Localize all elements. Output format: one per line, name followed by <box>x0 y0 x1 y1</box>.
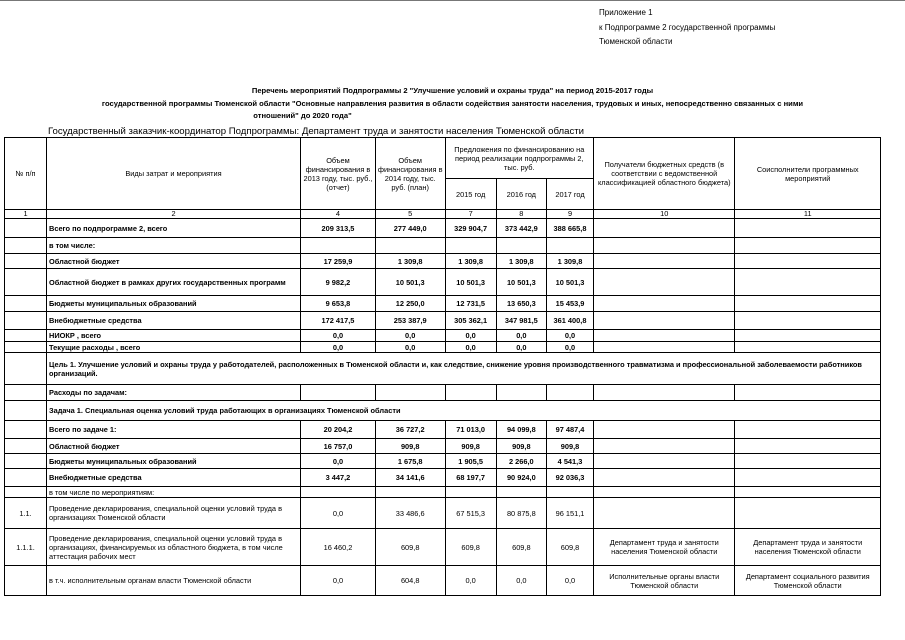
cell-value: 16 460,2 <box>301 529 376 566</box>
row-label: Бюджеты муниципальных образований <box>47 454 301 469</box>
row-label: Областной бюджет <box>47 254 301 269</box>
appendix-line-3: Тюменской области <box>599 37 673 46</box>
cell-value: 4 541,3 <box>546 454 593 469</box>
table-row <box>5 296 881 312</box>
cell-value: 92 036,3 <box>546 469 593 487</box>
colnum: 2 <box>47 210 301 219</box>
row-label: в том числе по мероприятиям: <box>47 487 301 498</box>
row-label: в т.ч. исполнительным органам власти Тюменской области <box>47 566 301 596</box>
cell-value: 1 309,8 <box>496 254 546 269</box>
appendix-line-1: Приложение 1 <box>599 8 653 17</box>
cell-value: 373 442,9 <box>496 219 546 238</box>
colnum: 5 <box>375 210 445 219</box>
header-2017: 2017 год <box>546 179 593 210</box>
top-border <box>0 0 905 1</box>
cell-value: 12 250,0 <box>375 296 445 312</box>
row-label: Областной бюджет <box>47 439 301 454</box>
cell-value: 0,0 <box>496 330 546 342</box>
row-number: 1.1. <box>5 498 47 529</box>
cell-value: 94 099,8 <box>496 421 546 439</box>
colnum: 7 <box>445 210 496 219</box>
cell-value: 0,0 <box>445 566 496 596</box>
task-label: Задача 1. Специальная оценка условий труда работающих в организациях Тюменской области <box>47 401 881 421</box>
table-row <box>5 469 881 487</box>
cell-value: 172 417,5 <box>301 312 376 330</box>
row-label: Внебюджетные средства <box>47 312 301 330</box>
row-label: Всего по подпрограмме 2, всего <box>47 219 301 238</box>
row-label: Областной бюджет в рамках других государственных программ <box>47 269 301 296</box>
title-line-3: отношений" до 2020 года" <box>253 111 352 120</box>
row-label: Бюджеты муниципальных образований <box>47 296 301 312</box>
header-recipients: Получатели бюджетных средств (в соответствии с ведомственной классификацией областного бюджета) <box>594 138 735 210</box>
table-row <box>5 401 881 421</box>
row-label: НИОКР , всего <box>47 330 301 342</box>
header-proposals: Предложения по финансированию на период реализации подпрограммы 2, тыс. руб. <box>445 138 594 179</box>
cell-value: 0,0 <box>546 566 593 596</box>
table-row <box>5 439 881 454</box>
header-2016: 2016 год <box>496 179 546 210</box>
cell-value: 10 501,3 <box>375 269 445 296</box>
row-label: Проведение декларирования, специальной оценки условий труда в организациях Тюменской области <box>47 498 301 529</box>
header-num: № п/п <box>5 138 47 210</box>
goal-label: Цель 1. Улучшение условий и охраны труда у работодателей, расположенных в Тюменской области и, как следствие, снижение уровня производственного травматизма и профессиональной заболеваемости работников организаций. <box>47 353 881 385</box>
cell-value: 97 487,4 <box>546 421 593 439</box>
row-label: в том числе: <box>47 238 301 254</box>
cell-value: 609,8 <box>546 529 593 566</box>
cell-value: 90 924,0 <box>496 469 546 487</box>
cell-value: 277 449,0 <box>375 219 445 238</box>
cell-value: 347 981,5 <box>496 312 546 330</box>
cell-value: 20 204,2 <box>301 421 376 439</box>
cell-value: 96 151,1 <box>546 498 593 529</box>
colnum: 4 <box>301 210 376 219</box>
table-row <box>5 385 881 401</box>
row-label: Расходы по задачам: <box>47 385 301 401</box>
row-label: Проведение декларирования, специальной оценки условий труда в организациях, финансируемых из областного бюджета, в том числе аттестация рабочих мест <box>47 529 301 566</box>
table-row <box>5 421 881 439</box>
cell-value: 13 650,3 <box>496 296 546 312</box>
row-number: 1.1.1. <box>5 529 47 566</box>
title-line-2: государственной программы Тюменской области "Основные направления развития в области содействия занятости населения, трудовых и иных, непосредственно связанных с ними <box>101 99 804 108</box>
header-coexec: Соисполнители программных мероприятий <box>735 138 881 210</box>
cell-value: 33 486,6 <box>375 498 445 529</box>
cell-value: 909,8 <box>496 439 546 454</box>
state-customer: Государственный заказчик-координатор Подпрограммы: Департамент труда и занятости населения Тюменской области <box>48 126 585 137</box>
colnum: 11 <box>735 210 881 219</box>
cell-value: 0,0 <box>496 342 546 353</box>
cell-value: 209 313,5 <box>301 219 376 238</box>
measures-table <box>4 137 881 596</box>
cell-value: 17 259,9 <box>301 254 376 269</box>
recipient-cell: Департамент труда и занятости населения Тюменской области <box>594 529 735 566</box>
cell-value: 36 727,2 <box>375 421 445 439</box>
colnum: 10 <box>594 210 735 219</box>
cell-value: 0,0 <box>445 330 496 342</box>
colnum: 8 <box>496 210 546 219</box>
cell-value: 1 309,8 <box>546 254 593 269</box>
cell-value: 305 362,1 <box>445 312 496 330</box>
header-vol-2014: Объем финансирования в 2014 году, тыс. руб. (план) <box>375 138 445 210</box>
table-row <box>5 566 881 596</box>
cell-value: 0,0 <box>445 342 496 353</box>
cell-value: 71 013,0 <box>445 421 496 439</box>
table-row <box>5 487 881 498</box>
cell-value: 80 875,8 <box>496 498 546 529</box>
cell-value: 68 197,7 <box>445 469 496 487</box>
header-types: Виды затрат и мероприятия <box>47 138 301 210</box>
cell-value: 1 309,8 <box>375 254 445 269</box>
table-row <box>5 454 881 469</box>
cell-value: 0,0 <box>546 342 593 353</box>
header-vol-2013: Объем финансирования в 2013 году, тыс. руб., (отчет) <box>301 138 376 210</box>
appendix-note <box>599 6 775 50</box>
cell-value: 609,8 <box>375 529 445 566</box>
cell-value: 16 757,0 <box>301 439 376 454</box>
cell-value: 10 501,3 <box>445 269 496 296</box>
colnum: 9 <box>546 210 593 219</box>
cell-value: 0,0 <box>375 342 445 353</box>
appendix-line-2: к Подпрограмме 2 государственной программы <box>599 22 776 32</box>
cell-value: 2 266,0 <box>496 454 546 469</box>
cell-value: 0,0 <box>301 342 376 353</box>
table-row <box>5 498 881 529</box>
table-row <box>5 342 881 353</box>
cell-value: 0,0 <box>301 454 376 469</box>
cell-value: 34 141,6 <box>375 469 445 487</box>
table-row <box>5 312 881 330</box>
cell-value: 909,8 <box>445 439 496 454</box>
row-label: Внебюджетные средства <box>47 469 301 487</box>
cell-value: 15 453,9 <box>546 296 593 312</box>
table-row <box>5 269 881 296</box>
cell-value: 1 905,5 <box>445 454 496 469</box>
cell-value: 9 982,2 <box>301 269 376 296</box>
title-line-1: Перечень мероприятий Подпрограммы 2 "Улучшение условий и охраны труда" на период 2015-2017 годы <box>251 86 654 95</box>
cell-value: 0,0 <box>301 330 376 342</box>
cell-value: 609,8 <box>445 529 496 566</box>
cell-value: 329 904,7 <box>445 219 496 238</box>
cell-value: 909,8 <box>546 439 593 454</box>
cell-value: 361 400,8 <box>546 312 593 330</box>
cell-value: 388 665,8 <box>546 219 593 238</box>
cell-value: 10 501,3 <box>496 269 546 296</box>
header-row-1 <box>5 138 881 179</box>
recipient-cell: Исполнительные органы власти Тюменской области <box>594 566 735 596</box>
cell-value: 609,8 <box>496 529 546 566</box>
header-2015: 2015 год <box>445 179 496 210</box>
cell-value: 1 675,8 <box>375 454 445 469</box>
colnum: 1 <box>5 210 47 219</box>
cell-value: 3 447,2 <box>301 469 376 487</box>
row-label: Текущие расходы , всего <box>47 342 301 353</box>
cell-value: 604,8 <box>375 566 445 596</box>
column-numbers-row <box>5 210 881 219</box>
cell-value: 1 309,8 <box>445 254 496 269</box>
cell-value: 253 387,9 <box>375 312 445 330</box>
cell-value: 0,0 <box>546 330 593 342</box>
table-row <box>5 529 881 566</box>
row-label: Всего по задаче 1: <box>47 421 301 439</box>
table-row <box>5 238 881 254</box>
cell-value: 0,0 <box>301 566 376 596</box>
cell-value: 12 731,5 <box>445 296 496 312</box>
cell-value: 909,8 <box>375 439 445 454</box>
table-row <box>5 219 881 238</box>
coexec-cell: Департамент социального развития Тюменской области <box>735 566 881 596</box>
table-row <box>5 330 881 342</box>
cell-value: 0,0 <box>375 330 445 342</box>
coexec-cell: Департамент труда и занятости населения Тюменской области <box>735 529 881 566</box>
table-row <box>5 353 881 385</box>
table-row <box>5 254 881 269</box>
cell-value: 9 653,8 <box>301 296 376 312</box>
cell-value: 10 501,3 <box>546 269 593 296</box>
cell-value: 0,0 <box>301 498 376 529</box>
cell-value: 0,0 <box>496 566 546 596</box>
cell-value: 67 515,3 <box>445 498 496 529</box>
